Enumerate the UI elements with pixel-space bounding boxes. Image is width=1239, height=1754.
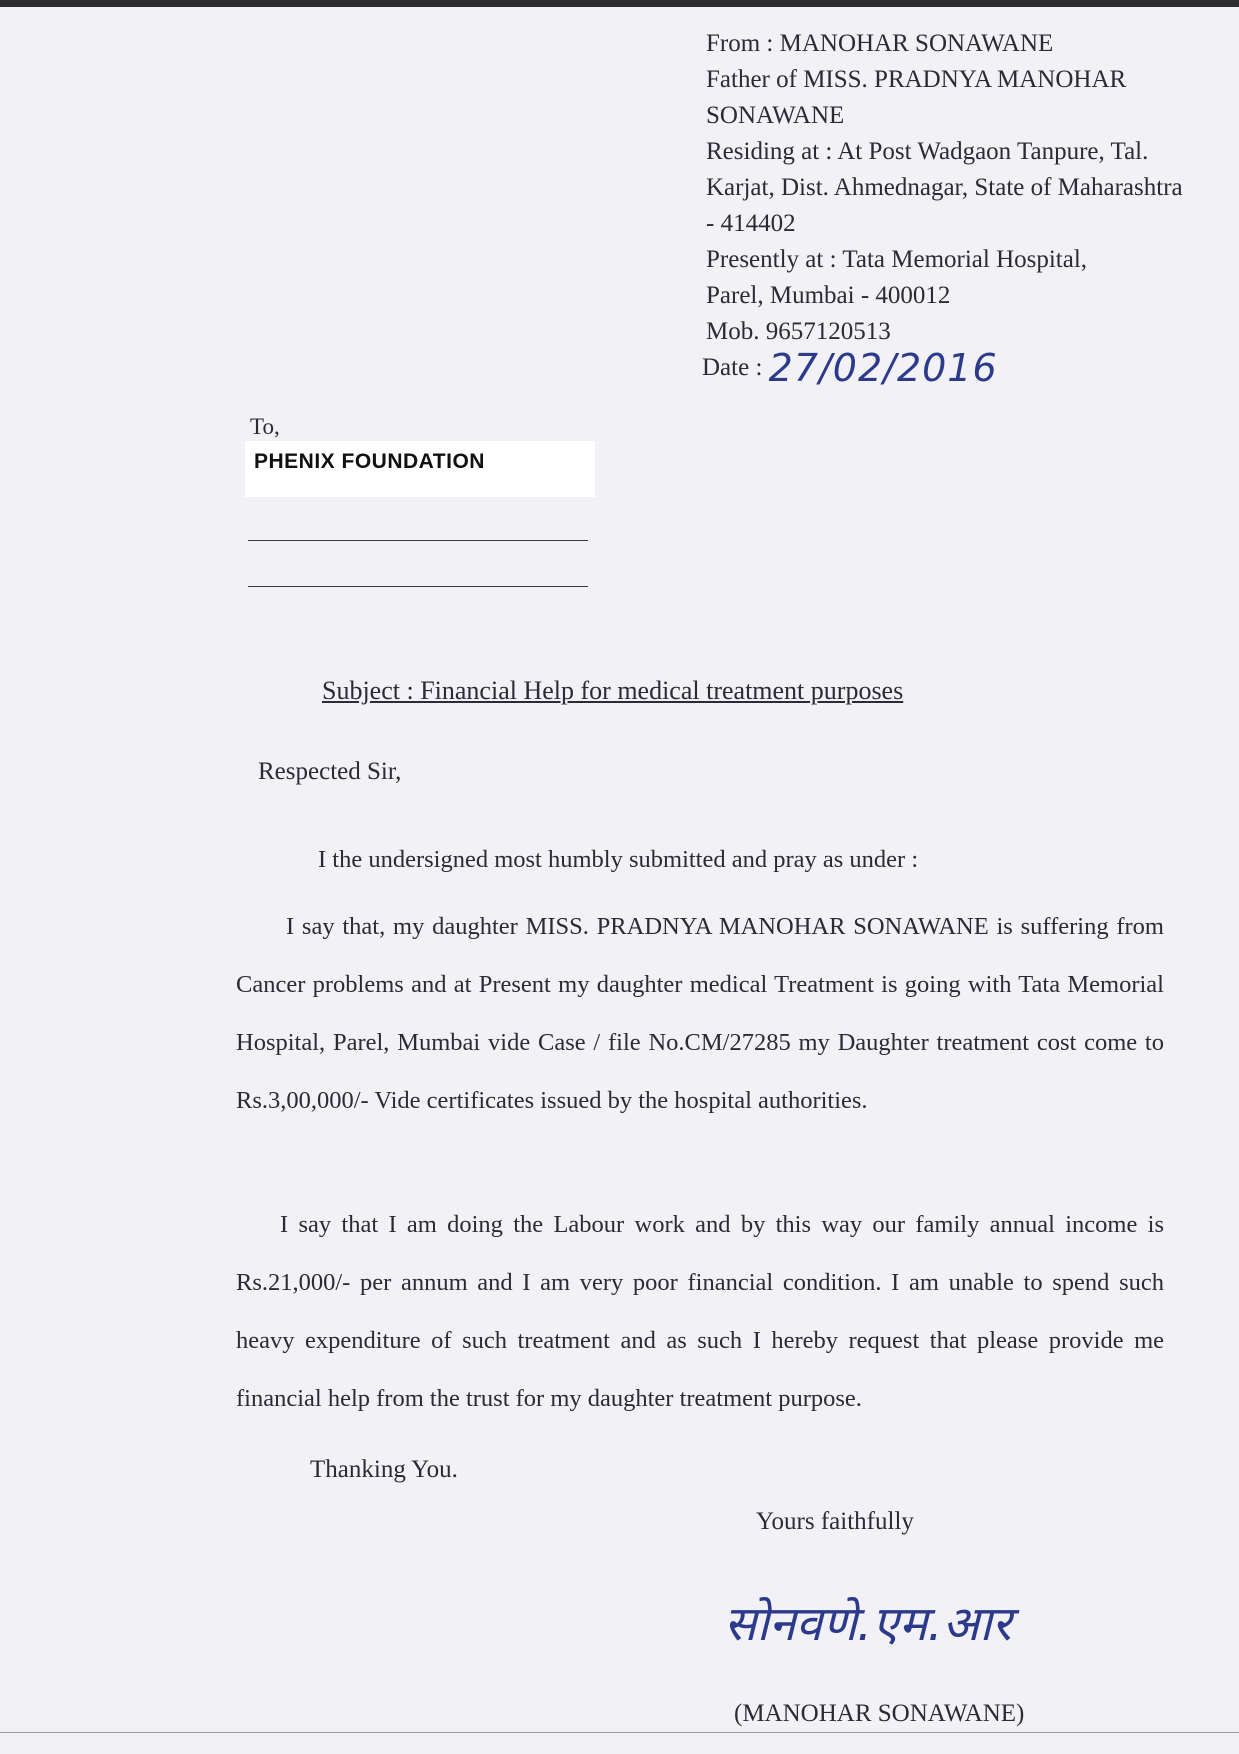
sender-address-block	[706, 26, 1239, 350]
signer-name: (MANOHAR SONAWANE)	[734, 1700, 1025, 1727]
subject-line: Subject : Financial Help for medical treatment purposes	[322, 676, 904, 705]
blank-address-line	[248, 586, 588, 587]
sender-line: Mob. 9657120513	[706, 318, 891, 345]
date-label: Date :	[702, 354, 763, 381]
handwritten-date: 27/02/2016	[768, 346, 998, 390]
scan-top-edge	[0, 0, 1239, 7]
sender-line: From : MANOHAR SONAWANE	[706, 30, 1054, 57]
sender-line: - 414402	[706, 210, 796, 237]
sender-line: Father of MISS. PRADNYA MANOHAR	[706, 66, 1127, 93]
thanks-line: Thanking You.	[310, 1456, 458, 1483]
scan-bottom-edge	[0, 1732, 1239, 1733]
body-intro: I the undersigned most humbly submitted and pray as under :	[318, 846, 919, 873]
recipient-name: PHENIX FOUNDATION	[254, 450, 485, 473]
sender-line: Presently at : Tata Memorial Hospital,	[706, 246, 1088, 273]
sender-line: Residing at : At Post Wadgaon Tanpure, Tal.	[706, 138, 1149, 165]
blank-address-line	[248, 540, 588, 541]
to-label: To,	[250, 414, 280, 439]
letter-date	[702, 340, 998, 390]
sender-line: Parel, Mumbai - 400012	[706, 282, 951, 309]
body-paragraph-financial: I say that I am doing the Labour work and by this way our family annual income is Rs.21,000/- per annum and I am very poor financial condition. I am unable to spend such heavy expenditure of such treatment and as such I hereby request that please provide me financial help from the trust for my daughter treatment purpose.	[236, 1211, 1164, 1412]
sign-off: Yours faithfully	[756, 1508, 914, 1535]
body-paragraph-medical: I say that, my daughter MISS. PRADNYA MANOHAR SONAWANE is suffering from Cancer problems and at Present my daughter medical Treatment is going with Tata Memorial Hospital, Parel, Mumbai vide Case / file No.CM/27285 my Daughter treatment cost come to Rs.3,00,000/- Vide certificates issued by the hospital authorities.	[236, 913, 1164, 1114]
sender-line: SONAWANE	[706, 102, 845, 129]
salutation: Respected Sir,	[258, 758, 402, 785]
sender-line: Karjat, Dist. Ahmednagar, State of Maharashtra	[706, 174, 1183, 201]
handwritten-signature: सोनवणे.एम.आर	[724, 1596, 1012, 1652]
